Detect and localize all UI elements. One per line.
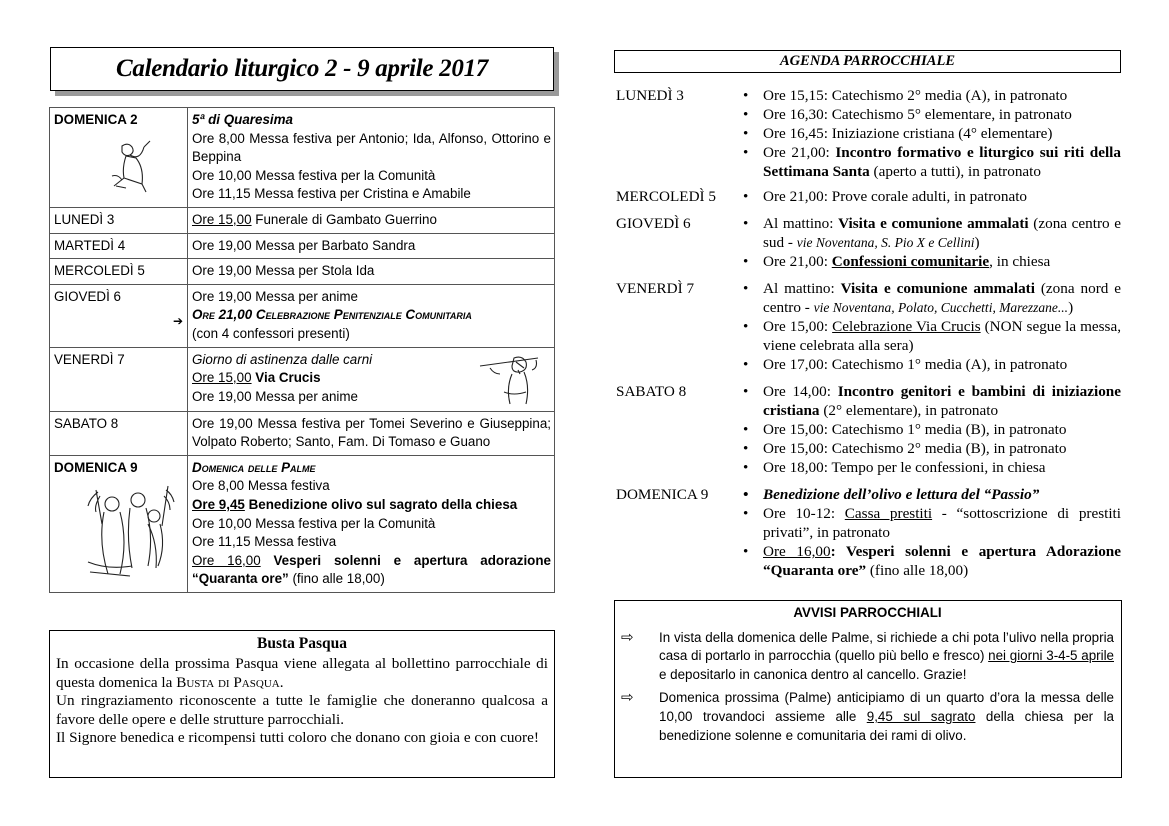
agenda-items — [743, 86, 1121, 181]
abstinence-line: Giorno di astinenza dalle carni — [192, 351, 373, 367]
item-text: (NON segue la messa, viene celebrata alla sera) — [763, 318, 1121, 354]
table-row — [50, 208, 555, 234]
table-row — [50, 455, 555, 592]
avviso-part: Domenica prossima (Palme) anticipiamo di un quarto d’ora la messa delle 10,00 trovandoci assieme alle — [659, 690, 1114, 724]
mass-line: Ore 19,00 Messa per anime — [192, 388, 358, 404]
table-row — [50, 108, 555, 208]
penitential-celebration-line: Ore 21,00 Celebrazione Penitenziale Comunitaria — [192, 307, 472, 323]
time-label: Ore 15,00 — [192, 212, 252, 227]
agenda-item: • Ore 15,00: Catechismo 1° media (B), in patronato — [743, 420, 1121, 439]
avviso-part: In vista della domenica delle Palme, si richiede a chi pota l’ulivo nella propria casa di portarlo in parrocchia (quello più bello e fresco) — [659, 629, 1114, 664]
event-text: Benedizione olivo sul sagrato della chiesa — [244, 496, 518, 512]
item-text: (2° elementare), in patronato — [819, 402, 999, 419]
avviso-part: e depositarlo in canonica dentro al cancello. Grazie! — [659, 666, 967, 682]
agenda-item: • Ore 16,30: Catechismo 5° elementare, in patronato — [743, 105, 1121, 124]
item-text: Ore 15,00: — [763, 318, 833, 335]
item-text: Al mattino: — [763, 215, 839, 232]
event-text: Via Crucis — [251, 370, 321, 386]
day-label: DOMENICA 9 — [54, 459, 138, 475]
item-underlined: Celebrazione Via Crucis — [832, 318, 981, 335]
busta-name: Busta di Pasqua — [176, 673, 280, 691]
agenda-day: GIOVEDÌ 6 — [616, 215, 691, 232]
item-italic: vie Noventana, S. Pio X e Cellini — [796, 235, 975, 250]
agenda-item: • Ore 16,45: Iniziazione cristiana (4° elementare) — [743, 124, 1121, 143]
day-cell: MARTEDÌ 4 — [50, 233, 188, 259]
day-label: GIOVEDÌ 6 — [54, 288, 121, 304]
item-italic: vie Noventana, Polato, Cucchetti, Marezzane... — [813, 300, 1069, 315]
agenda-items — [743, 187, 1121, 206]
agenda-list — [616, 86, 1121, 580]
day-content-cell: Ore 19,00 Messa festiva per Tomei Severino e Giuseppina; Volpato Roberto; Santo, Fam. Di Tomaso e Guano — [188, 411, 555, 455]
busta-paragraph: Il Signore benedica e ricompensi tutti coloro che donano con gioia e con cuore! — [56, 729, 539, 747]
item-bold: Incontro genitori e bambini di iniziazione cristiana — [763, 383, 1121, 419]
day-cell: LUNEDÌ 3 — [50, 208, 188, 234]
item-text: (zona centro e sud - — [763, 215, 1122, 251]
agenda-items — [743, 485, 1121, 580]
agenda-item — [743, 143, 1121, 181]
day-content-cell — [188, 455, 555, 592]
day-cell: SABATO 8 — [50, 411, 188, 455]
avviso-text — [659, 689, 1114, 745]
day-label: DOMENICA 2 — [54, 112, 138, 127]
item-text: ) — [1068, 299, 1074, 316]
item-text: Ore 14,00: — [763, 383, 838, 400]
item-underlined: Ore 16,00 — [763, 543, 831, 560]
day-content-cell — [188, 208, 555, 234]
day-content-cell — [188, 108, 555, 208]
day-cell — [50, 108, 188, 208]
table-row — [50, 347, 555, 411]
item-underlined: Cassa prestiti — [844, 505, 933, 522]
agenda-item — [743, 252, 1121, 271]
avviso-item — [621, 689, 1114, 745]
item-text: Ore 21,00: — [763, 253, 832, 270]
item-bold: Visita e comunione ammalati — [840, 280, 1035, 297]
hollow-arrow-icon: ⇨ — [621, 628, 634, 646]
avvisi-title: AVVISI PARROCCHIALI — [793, 605, 942, 620]
liturgical-subtitle: 5ª di Quaresima — [192, 112, 293, 127]
agenda-item: • Ore 21,00: Prove corale adulti, in patronato — [743, 187, 1121, 206]
agenda-item — [743, 214, 1121, 252]
agenda-item — [743, 504, 1121, 542]
agenda-day: LUNEDÌ 3 — [616, 87, 684, 104]
agenda-item: • Ore 17,00: Catechismo 1° media (A), in patronato — [743, 355, 1121, 374]
day-cell — [50, 455, 188, 592]
calendar-title: Calendario liturgico 2 - 9 aprile 2017 — [116, 55, 488, 82]
agenda-row — [616, 187, 1121, 206]
item-text: (aperto a tutti), in patronato — [869, 163, 1041, 180]
agenda-row — [616, 214, 1121, 271]
agenda-item: • Ore 15,00: Catechismo 2° media (B), in patronato — [743, 439, 1121, 458]
agenda-item — [743, 317, 1121, 355]
busta-paragraph: Un ringraziamento riconoscente a tutte le famiglie che doneranno qualcosa a favore delle opere e delle strutture parrocchiali. — [56, 692, 548, 728]
avviso-underlined: 9,45 sul sagrato — [866, 708, 976, 724]
agenda-item — [743, 382, 1121, 420]
day-content-cell: Ore 19,00 Messa per Barbato Sandra — [188, 233, 555, 259]
event-text: Vesperi solenni e apertura adorazione “Quaranta ore” — [192, 552, 551, 587]
agenda-item: • Benedizione dell’olivo e lettura del “Passio” — [743, 485, 1121, 504]
item-bold: : Vesperi solenni e apertura Adorazione “Quaranta ore” — [763, 543, 1121, 579]
agenda-row — [616, 485, 1121, 580]
note-line: (con 4 confessori presenti) — [192, 325, 350, 341]
agenda-day: SABATO 8 — [616, 383, 687, 400]
liturgical-calendar-table — [49, 107, 555, 593]
day-content-cell: Ore 19,00 Messa per Stola Ida — [188, 259, 555, 285]
item-text: Al mattino: — [763, 280, 841, 297]
day-content-cell — [188, 284, 555, 347]
item-text: Ore 10-12: — [763, 505, 845, 522]
table-row — [50, 411, 555, 455]
day-cell: MERCOLEDÌ 5 — [50, 259, 188, 285]
item-text: ) — [974, 234, 980, 251]
mass-line: Ore 8,00 Messa festiva — [192, 478, 330, 494]
calendar-title-box — [50, 47, 554, 91]
agenda-row — [616, 279, 1121, 374]
agenda-items — [743, 214, 1121, 271]
day-cell: VENERDÌ 7 — [50, 347, 188, 411]
event-note: (fino alle 18,00) — [288, 571, 385, 587]
busta-text: In occasione della prossima Pasqua viene allegata al bollettino parrocchiale di questa domenica la — [56, 655, 548, 691]
busta-text: . — [279, 673, 284, 691]
table-row — [50, 259, 555, 285]
agenda-day: DOMENICA 9 — [616, 486, 709, 503]
item-bold: Confessioni comunitarie — [831, 253, 990, 270]
agenda-row — [616, 86, 1121, 181]
time-label: Ore 9,45 — [192, 496, 245, 512]
agenda-day: MERCOLEDÌ 5 — [616, 188, 716, 205]
agenda-items — [743, 382, 1121, 477]
item-text: - “sottoscrizione di prestiti privati”, in patronato — [763, 505, 1121, 541]
day-content-cell — [188, 347, 555, 411]
busta-title: Busta Pasqua — [256, 635, 348, 652]
agenda-row — [616, 382, 1121, 477]
item-bold: Incontro formativo e liturgico sui riti della Settimana Santa — [763, 144, 1121, 180]
hollow-arrow-icon: ⇨ — [621, 689, 634, 707]
right-arrow-icon: ➔ — [172, 313, 183, 328]
agenda-items — [743, 279, 1121, 374]
avviso-part: della chiesa per la benedizione solenne e comunitaria dei rami di olivo. — [659, 708, 1114, 743]
item-text: Ore 21,00: — [763, 144, 836, 161]
item-text: (zona nord e centro - — [763, 280, 1122, 316]
crucifix-illustration — [476, 352, 548, 410]
agenda-title: AGENDA PARROCCHIALE — [614, 50, 1121, 73]
mass-line: Ore 19,00 Messa per anime — [192, 288, 358, 304]
busta-pasqua-box — [49, 630, 555, 778]
table-row — [50, 284, 555, 347]
time-label: Ore 16,00 — [192, 552, 261, 568]
avvisi-box — [614, 600, 1122, 778]
avviso-item — [621, 629, 1114, 685]
busta-paragraph — [56, 655, 548, 692]
avviso-underlined: nei giorni 3-4-5 aprile — [988, 648, 1114, 664]
agenda-item: • Ore 15,15: Catechismo 2° media (A), in patronato — [743, 86, 1121, 105]
liturgical-subtitle: Domenica delle Palme — [192, 459, 316, 475]
mass-line: Ore 11,15 Messa festiva — [192, 534, 337, 550]
mass-line: Ore 8,00 Messa festiva per Antonio; Ida, Alfonso, Ottorino e Beppina — [192, 130, 551, 165]
mass-line: Ore 10,00 Messa festiva per la Comunità — [192, 167, 436, 183]
avviso-text — [659, 629, 1114, 685]
time-label: Ore 15,00 — [192, 370, 252, 386]
mass-line: Ore 11,15 Messa festiva per Cristina e Amabile — [192, 186, 471, 202]
agenda-item — [743, 542, 1121, 580]
palm-sunday-illustration — [84, 482, 176, 582]
preaching-figure-illustration — [108, 136, 156, 194]
item-text: (fino alle 18,00) — [866, 562, 969, 579]
agenda-item: • Ore 18,00: Tempo per le confessioni, in chiesa — [743, 458, 1121, 477]
agenda-item — [743, 279, 1121, 317]
agenda-day: VENERDÌ 7 — [616, 280, 695, 297]
item-bold: Visita e comunione ammalati — [838, 215, 1029, 232]
day-cell — [50, 284, 188, 347]
event-text: Funerale di Gambato Guerrino — [251, 212, 437, 227]
mass-line: Ore 10,00 Messa festiva per la Comunità — [192, 515, 436, 531]
item-text: , in chiesa — [989, 253, 1051, 270]
table-row — [50, 233, 555, 259]
